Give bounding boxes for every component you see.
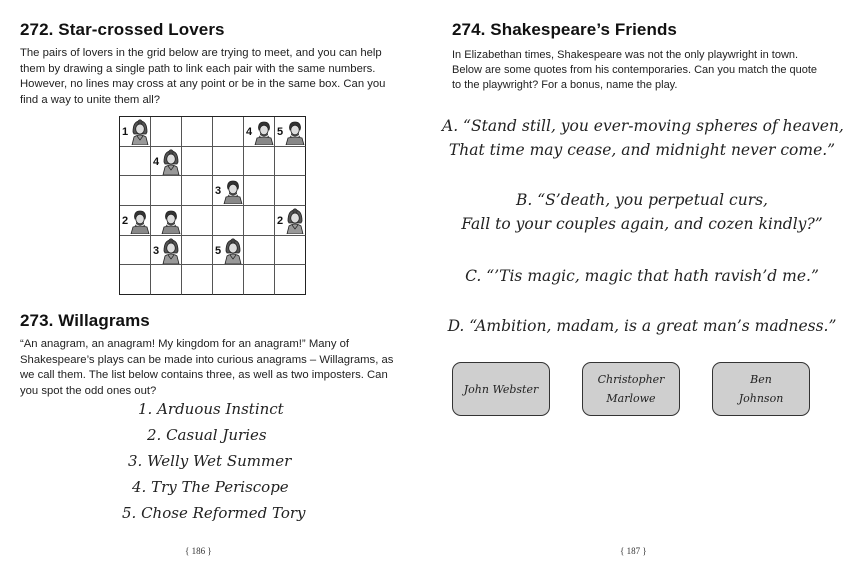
puzzle-272-line: However, no lines may cross at any point or be in the same box. Can you — [20, 78, 386, 90]
grid-cell[interactable] — [275, 236, 306, 266]
grid-cell[interactable] — [244, 176, 275, 206]
grid-cell[interactable] — [182, 206, 213, 236]
answer-box-webster[interactable] — [452, 362, 550, 416]
willagram-item: 5. Chose Reformed Tory — [122, 504, 306, 522]
lover-man-icon — [285, 119, 305, 145]
puzzle-274-line: Below are some quotes from his contemporaries. Can you match the quote — [452, 64, 818, 76]
grid-cell[interactable] — [244, 206, 275, 236]
grid-cell[interactable] — [213, 236, 244, 266]
willagram-item: 4. Try The Periscope — [132, 478, 289, 496]
clue-number: 3 — [153, 244, 160, 257]
answer-label: John Webster — [463, 382, 539, 396]
grid-cell[interactable] — [244, 236, 275, 266]
grid-cell[interactable] — [213, 265, 244, 295]
quote-c — [442, 264, 842, 288]
grid-cell[interactable] — [151, 236, 182, 266]
answer-label: Ben — [750, 373, 772, 386]
grid-cell[interactable] — [182, 147, 213, 177]
puzzle-272-text — [20, 46, 385, 108]
lover-man-icon — [161, 208, 181, 234]
quote-line: B. “S’death, you perpetual curs, — [515, 191, 768, 209]
puzzle-274-line: In Elizabethan times, Shakespeare was not the only playwright in town. — [452, 49, 799, 61]
grid-cell[interactable] — [151, 117, 182, 147]
grid-cell[interactable] — [182, 236, 213, 266]
clue-number: 2 — [277, 214, 284, 227]
quote-line: C. “’Tis magic, magic that hath ravish’d me.” — [465, 267, 819, 285]
willagram-item: 3. Welly Wet Summer — [128, 452, 292, 470]
quote-line: Fall to your couples again, and cozen kindly?” — [461, 215, 823, 233]
grid-cell[interactable] — [120, 117, 151, 147]
puzzle-272-line: The pairs of lovers in the grid below are trying to meet, and you can help — [20, 47, 382, 59]
grid-cell[interactable] — [213, 176, 244, 206]
puzzle-273-line: we call them. The list below contains three, as well as two imposters. Can — [20, 369, 388, 381]
grid-cell[interactable] — [275, 147, 306, 177]
grid-cell[interactable] — [120, 206, 151, 236]
puzzle-272-line: find a way to unite them all? — [20, 93, 161, 106]
clue-number: 2 — [122, 214, 129, 227]
grid-cell[interactable] — [213, 117, 244, 147]
lover-woman-icon — [285, 208, 305, 234]
grid-cell[interactable] — [275, 117, 306, 147]
quote-line: A. “Stand still, you ever-moving spheres of heaven, — [442, 117, 844, 135]
willagram-item: 1. Arduous Instinct — [138, 400, 284, 418]
lover-woman-icon — [161, 238, 181, 264]
puzzle-272-line: them by drawing a single path to link each pair with the same numbers. — [20, 62, 376, 75]
puzzle-273-line: “An anagram, an anagram! My kingdom for an anagram!” Many of — [20, 338, 350, 350]
grid-cell[interactable] — [244, 147, 275, 177]
grid-cell[interactable] — [213, 206, 244, 236]
lover-man-icon — [223, 178, 243, 204]
grid-cell[interactable] — [120, 236, 151, 266]
grid-cell[interactable] — [275, 265, 306, 295]
grid-cell[interactable] — [182, 265, 213, 295]
grid-cell[interactable] — [213, 147, 244, 177]
lover-woman-icon — [223, 238, 243, 264]
grid-cell[interactable] — [275, 206, 306, 236]
lovers-grid — [119, 116, 306, 295]
puzzle-273-title: 273. Willagrams — [20, 311, 150, 330]
clue-number: 5 — [277, 126, 284, 138]
puzzle-273-text — [20, 337, 393, 399]
puzzle-274-text — [452, 48, 817, 93]
grid-cell[interactable] — [151, 206, 182, 236]
clue-number: 4 — [246, 126, 253, 138]
quote-d — [442, 314, 842, 338]
puzzle-274-title: 274. Shakespeare’s Friends — [452, 20, 677, 39]
grid-cell[interactable] — [120, 265, 151, 295]
clue-number: 1 — [122, 126, 129, 138]
puzzle-274-line: to the playwright? For a bonus, name the play. — [452, 79, 678, 91]
lover-man-icon — [130, 208, 150, 234]
answer-label: Marlowe — [606, 392, 656, 405]
lover-woman-icon — [161, 149, 181, 175]
answer-label: Christopher — [597, 373, 665, 386]
quote-b — [442, 188, 842, 236]
grid-cell[interactable] — [275, 176, 306, 206]
puzzle-272-title: 272. Star-crossed Lovers — [20, 20, 225, 39]
grid-cell[interactable] — [182, 117, 213, 147]
right-page — [428, 0, 856, 574]
grid-cell[interactable] — [182, 176, 213, 206]
page-number: { 187 } — [620, 546, 647, 556]
quote-line: D. “Ambition, madam, is a great man’s madness.” — [447, 317, 837, 335]
answer-box-marlowe[interactable] — [582, 362, 680, 416]
lover-man-icon — [254, 119, 274, 145]
clue-number: 5 — [215, 244, 222, 257]
clue-number: 3 — [215, 185, 222, 198]
quote-line: That time may cease, and midnight never come.” — [448, 141, 836, 159]
grid-cell[interactable] — [244, 265, 275, 295]
grid-cell[interactable] — [120, 176, 151, 206]
page-number: { 186 } — [185, 546, 212, 556]
grid-cell[interactable] — [244, 117, 275, 147]
answer-box-johnson[interactable] — [712, 362, 810, 416]
lover-woman-icon — [130, 119, 150, 145]
grid-cell[interactable] — [120, 147, 151, 177]
puzzle-273-line: you spot the odd ones out? — [20, 384, 157, 397]
grid-cell[interactable] — [151, 265, 182, 295]
clue-number: 4 — [153, 155, 160, 168]
grid-cell[interactable] — [151, 176, 182, 206]
grid-cell[interactable] — [151, 147, 182, 177]
puzzle-273-line: Shakespeare’s plays can be made into curious anagrams – Willagrams, as — [20, 353, 394, 366]
answer-label: Johnson — [738, 392, 784, 405]
quote-a — [442, 114, 842, 162]
willagram-item: 2. Casual Juries — [147, 426, 267, 444]
